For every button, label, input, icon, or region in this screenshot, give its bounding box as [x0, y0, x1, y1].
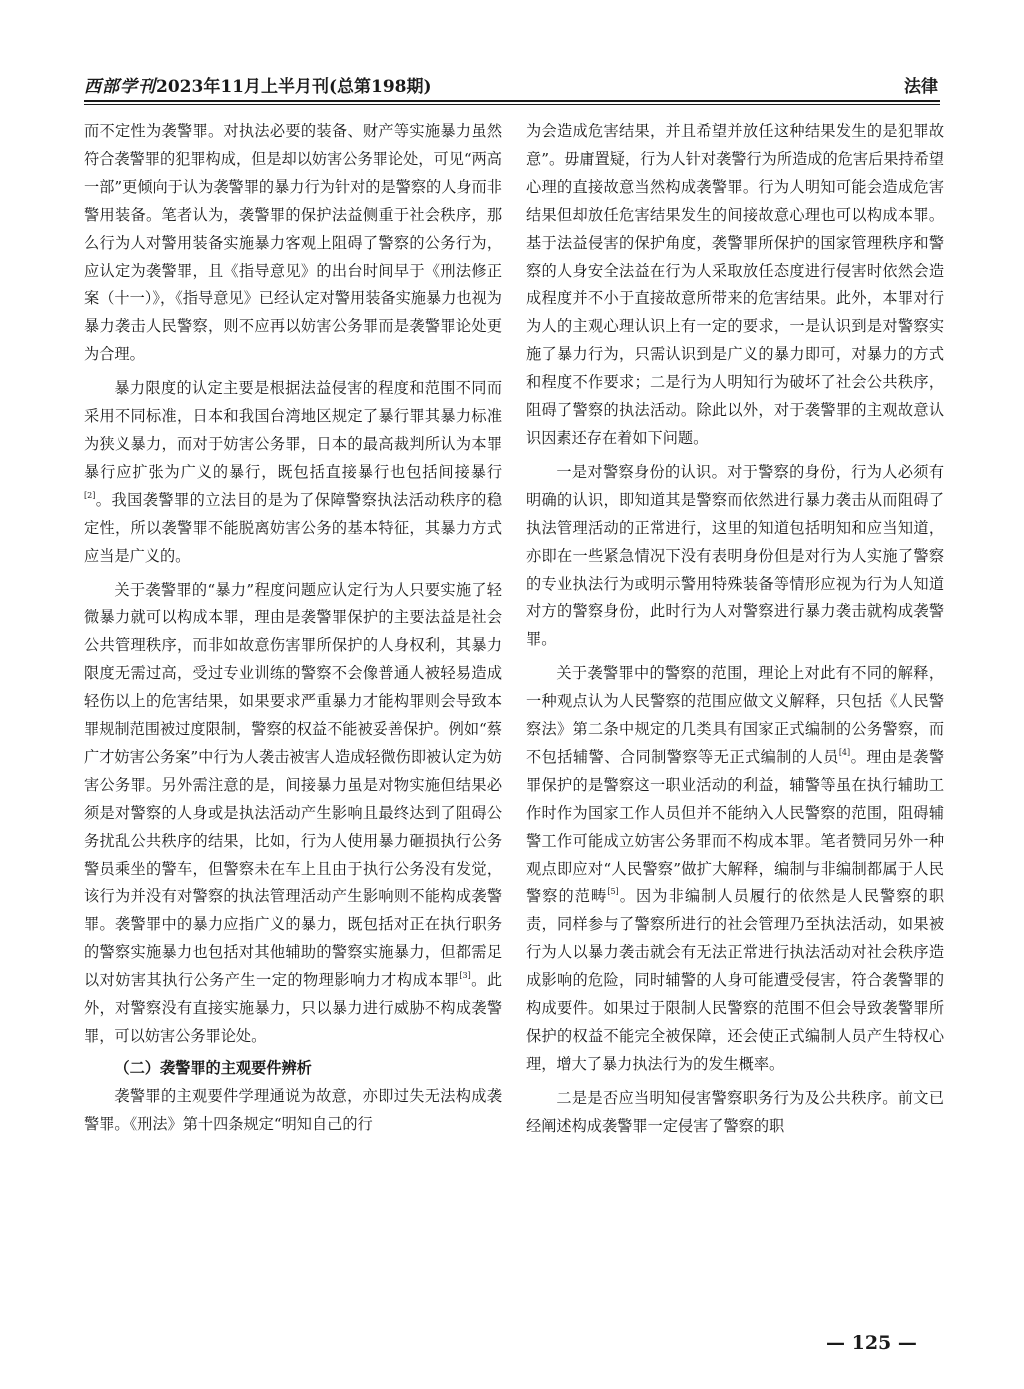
paragraph-text: 。理由是袭警罪保护的是警察这一职业活动的利益，辅警等虽在执行辅助工作时作为国家工作人员但并不能纳入人民警察的范围，阻碍辅警工作可能成立妨害公务罪而不构成本罪。笔者赞同另外一种观点即应对“人民警察”做扩大解释，编制与非编制都属于人民警察的范畴 — [526, 747, 944, 906]
header-rule-thin — [84, 104, 940, 105]
citation: [2] — [84, 490, 96, 500]
right-column — [526, 118, 944, 1141]
citation: [5] — [607, 887, 619, 897]
section-heading: （二）袭警罪的主观要件辨析 — [114, 1058, 312, 1077]
paragraph — [84, 375, 502, 570]
citation: [3] — [459, 971, 471, 981]
paragraph: 而不定性为袭警罪。对执法必要的装备、财产等实施暴力虽然符合袭警罪的犯罪构成，但是却以妨害公务罪论处，可见“两高一部”更倾向于认为袭警罪的暴力行为针对的是警察的人身而非警用装备。笔者认为，袭警罪的保护法益侧重于社会秩序，那么行为人对警用装备实施暴力客观上阻碍了警察的公务行为，应认定为袭警罪，且《指导意见》的出台时间早于《刑法修正案（十一）》，《指导意见》已经认定对警用装备实施暴力也视为暴力袭击人民警察，则不应再以妨害公务罪而是袭警罪论处更为合理。 — [84, 122, 502, 364]
paragraph — [526, 660, 944, 1079]
paragraph-text: 。此外，对警察没有直接实施暴力，只以暴力进行威胁不构成袭警罪，可以妨害公务罪论处。 — [84, 971, 502, 1045]
issue-info: 2023年11月上半月刊(总第198期) — [156, 77, 432, 97]
paragraph-text: 暴力限度的认定主要是根据法益侵害的程度和范围不同而采用不同标准，日本和我国台湾地区规定了暴行罪其暴力标准为狭义暴力，而对于妨害公务罪，日本的最高裁判所认为本罪暴行应扩张为广义的暴行，既包括直接暴行也包括间接暴行 — [84, 379, 502, 481]
paragraph: 一是对警察身份的认识。对于警察的身份，行为人必须有明确的认识，即知道其是警察而依然进行暴力袭击从而阻碍了执法管理活动的正常进行，这里的知道包括明知和应当知道，亦即在一些紧急情况下没有表明身份但是对行为人实施了警察的专业执法行为或明示警用特殊装备等情形应视为行为人知道对方的警察身份，此时行为人对警察进行暴力袭击就构成袭警罪。 — [526, 462, 944, 649]
journal-logo: 西部学刊 — [84, 77, 156, 97]
paragraph — [84, 577, 502, 1051]
header-rule-thick — [84, 100, 940, 102]
left-column — [84, 118, 502, 1139]
paragraph: 二是是否应当明知侵害警察职务行为及公共秩序。前文已经阐述构成袭警罪一定侵害了警察的职 — [526, 1088, 944, 1135]
paragraph-text: 关于袭警罪的“暴力”程度问题应认定行为人只要实施了轻微暴力就可以构成本罪，理由是袭警罪保护的主要法益是社会公共管理秩序，而非如故意伤害罪所保护的人身权利，其暴力限度无需过高，受过专业训练的警察不会像普通人被轻易造成轻伤以上的危害结果，如果要求严重暴力才能构罪则会导致本罪规制范围被过度限制，警察的权益不能被妥善保护。例如“蔡广才妨害公务案”中行为人袭击被害人造成轻微伤即被认定为妨害公务罪。另外需注意的是，间接暴力虽是对物实施但结果必须是对警察的人身或是执法活动产生影响且最终达到了阻碍公务扰乱公共秩序的结果，比如，行为人使用暴力砸损执行公务警员乘坐的警车，但警察未在车上且由于执行公务没有发觉，该行为并没有对警察的执法管理活动产生影响则不能构成袭警罪。袭警罪中的暴力应指广义的暴力，既包括对正在执行职务的警察实施暴力也包括对其他辅助的警察实施暴力，但都需足以对妨害其执行公务产生一定的物理影响力才构成本罪 — [84, 580, 502, 990]
paragraph-text: 。因为非编制人员履行的依然是人民警察的职责，同样参与了警察所进行的社会管理乃至执法活动，如果被行为人以暴力袭击就会有无法正常进行执法活动对社会秩序造成影响的危险，同时辅警的人身可能遭受侵害，符合袭警罪的构成要件。如果过于限制人民警察的范围不但会导致袭警罪所保护的权益不能完全被保障，还会使正式编制人员产生特权心理，增大了暴力执法行为的发生概率。 — [526, 887, 945, 1073]
section-name: 法律 — [904, 77, 938, 97]
paragraph: 袭警罪的主观要件学理通说为故意，亦即过失无法构成袭警罪。《刑法》第十四条规定“明知自己的行 — [84, 1086, 502, 1133]
paragraph: 为会造成危害结果，并且希望并放任这种结果发生的是犯罪故意”。毋庸置疑，行为人针对袭警行为所造成的危害后果持希望心理的直接故意当然构成袭警罪。行为人明知可能会造成危害结果但却放任危害结果发生的间接故意心理也可以构成本罪。基于法益侵害的保护角度，袭警罪所保护的国家管理秩序和警察的人身安全法益在行为人采取放任态度进行侵害时依然会造成程度并不小于直接故意所带来的危害结果。此外，本罪对行为人的主观心理认识上有一定的要求，一是认识到是对警察实施了暴力行为，只需认识到是广义的暴力即可，对暴力的方式和程度不作要求；二是行为人明知行为破坏了社会公共秩序，阻碍了警察的执法活动。除此以外，对于袭警罪的主观故意认识因素还存在着如下问题。 — [526, 122, 944, 447]
page-number: — 125 — — [826, 1332, 917, 1354]
paragraph-text: 。我国袭警罪的立法目的是为了保障警察执法活动秩序的稳定性，所以袭警罪不能脱离妨害公务的基本特征，其暴力方式应当是广义的。 — [84, 490, 502, 565]
running-header — [84, 72, 940, 100]
journal-issue-line — [84, 72, 432, 97]
paragraph-text: 关于袭警罪中的警察的范围，理论上对此有不同的解释，一种观点认为人民警察的范围应做文义解释，只包括《人民警察法》第二条中规定的几类具有国家正式编制的公务警察，而不包括辅警、合同制警察等无正式编制的人员 — [526, 664, 944, 766]
citation: [4] — [838, 747, 851, 757]
